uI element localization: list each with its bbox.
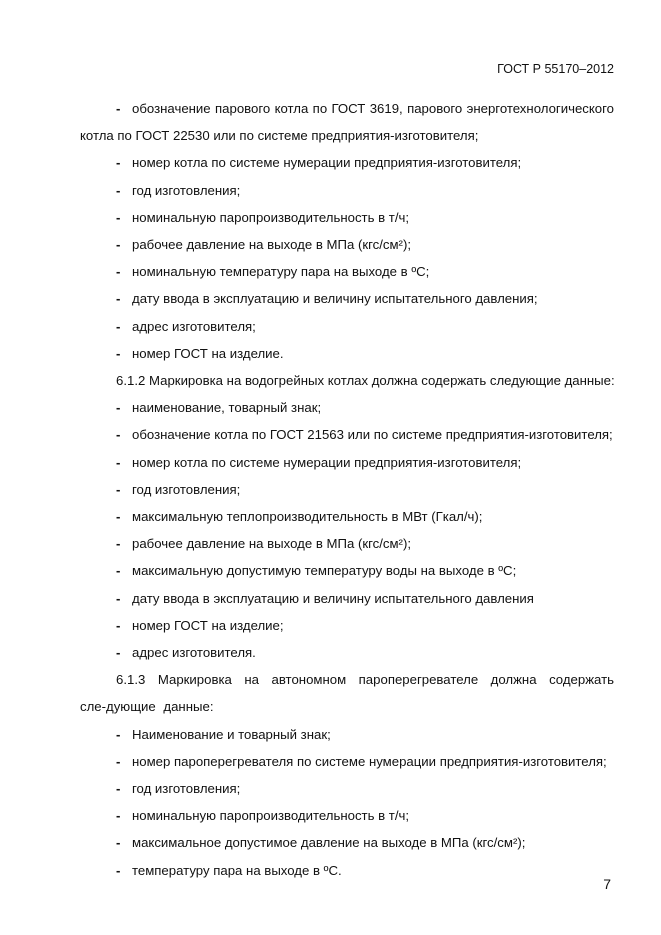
list-item: - рабочее давление на выходе в МПа (кгс/см²); [80,231,614,258]
list-item: - адрес изготовителя. [80,639,614,666]
list-dash: - [116,345,121,361]
list-item: - номер пароперегревателя по системе нумерации предприятия-изготовителя; [80,748,614,775]
list-item: - адрес изготовителя; [80,313,614,340]
list-item: - максимальное допустимое давление на выходе в МПа (кгс/см²); [80,829,614,856]
list-item: - год изготовления; [80,177,614,204]
list-dash: - [116,400,121,416]
document-body [80,95,614,884]
section-613-intro: 6.1.3 Маркировка на автономном пароперегревателе должна содержать сле-дующие данные: [80,672,614,715]
list-dash: - [116,835,121,851]
list-dash: - [116,753,121,769]
list-item: - рабочее давление на выходе в МПа (кгс/см²); [80,530,614,557]
list-dash: - [116,318,121,334]
list-item: - Наименование и товарный знак; [80,721,614,748]
list-item: - номинальную температуру пара на выходе в ºС; [80,258,614,285]
list-item: - дату ввода в эксплуатацию и величину испытательного давления [80,585,614,612]
list-dash: - [116,427,121,443]
list-item: - максимальную допустимую температуру воды на выходе в ºС; [80,557,614,584]
list-item: - год изготовления; [80,775,614,802]
list-dash: - [116,264,121,280]
list-item: - номер ГОСТ на изделие. [80,340,614,367]
list-dash: - [116,617,121,633]
list-dash: - [116,509,121,525]
list-dash: - [116,481,121,497]
list-dash: - [116,291,121,307]
list-item: - номер ГОСТ на изделие; [80,612,614,639]
list-item: - год изготовления; [80,476,614,503]
list-item: - номер котла по системе нумерации предприятия-изготовителя; [80,149,614,176]
list-dash: - [116,862,121,878]
list-dash: - [116,101,121,116]
list-item: - номер котла по системе нумерации предприятия-изготовителя; [80,449,614,476]
list-dash: - [116,808,121,824]
list-item: - номинальную паропроизводительность в т/ч; [80,802,614,829]
document-code-header: ГОСТ Р 55170–2012 [497,62,614,76]
section-612-intro: 6.1.2 Маркировка на водогрейных котлах должна содержать следующие данные: [116,373,615,389]
list-dash: - [116,536,121,552]
list-item: - номинальную паропроизводительность в т/ч; [80,204,614,231]
list-dash: - [116,237,121,253]
list-dash: - [116,645,121,661]
list-item: - наименование, товарный знак; [80,394,614,421]
list-item: - максимальную теплопроизводительность в МВт (Гкал/ч); [80,503,614,530]
list-dash: - [116,209,121,225]
list-dash: - [116,781,121,797]
list-dash: - [116,155,121,171]
list-dash: - [116,454,121,470]
list-item: - дату ввода в эксплуатацию и величину испытательного давления; [80,285,614,312]
list-dash: - [116,182,121,198]
page-number: 7 [603,876,611,892]
list-item: - обозначение парового котла по ГОСТ 3619, парового энерготехнологического котла по ГОСТ 22530 или по системе предприятия-изготовителя; [80,95,614,149]
list-dash: - [116,726,121,742]
list-item: - обозначение котла по ГОСТ 21563 или по системе предприятия-изготовителя; [80,421,614,448]
list-dash: - [116,563,121,579]
list-dash: - [116,590,121,606]
list-item: - температуру пара на выходе в ºС. [80,857,614,884]
